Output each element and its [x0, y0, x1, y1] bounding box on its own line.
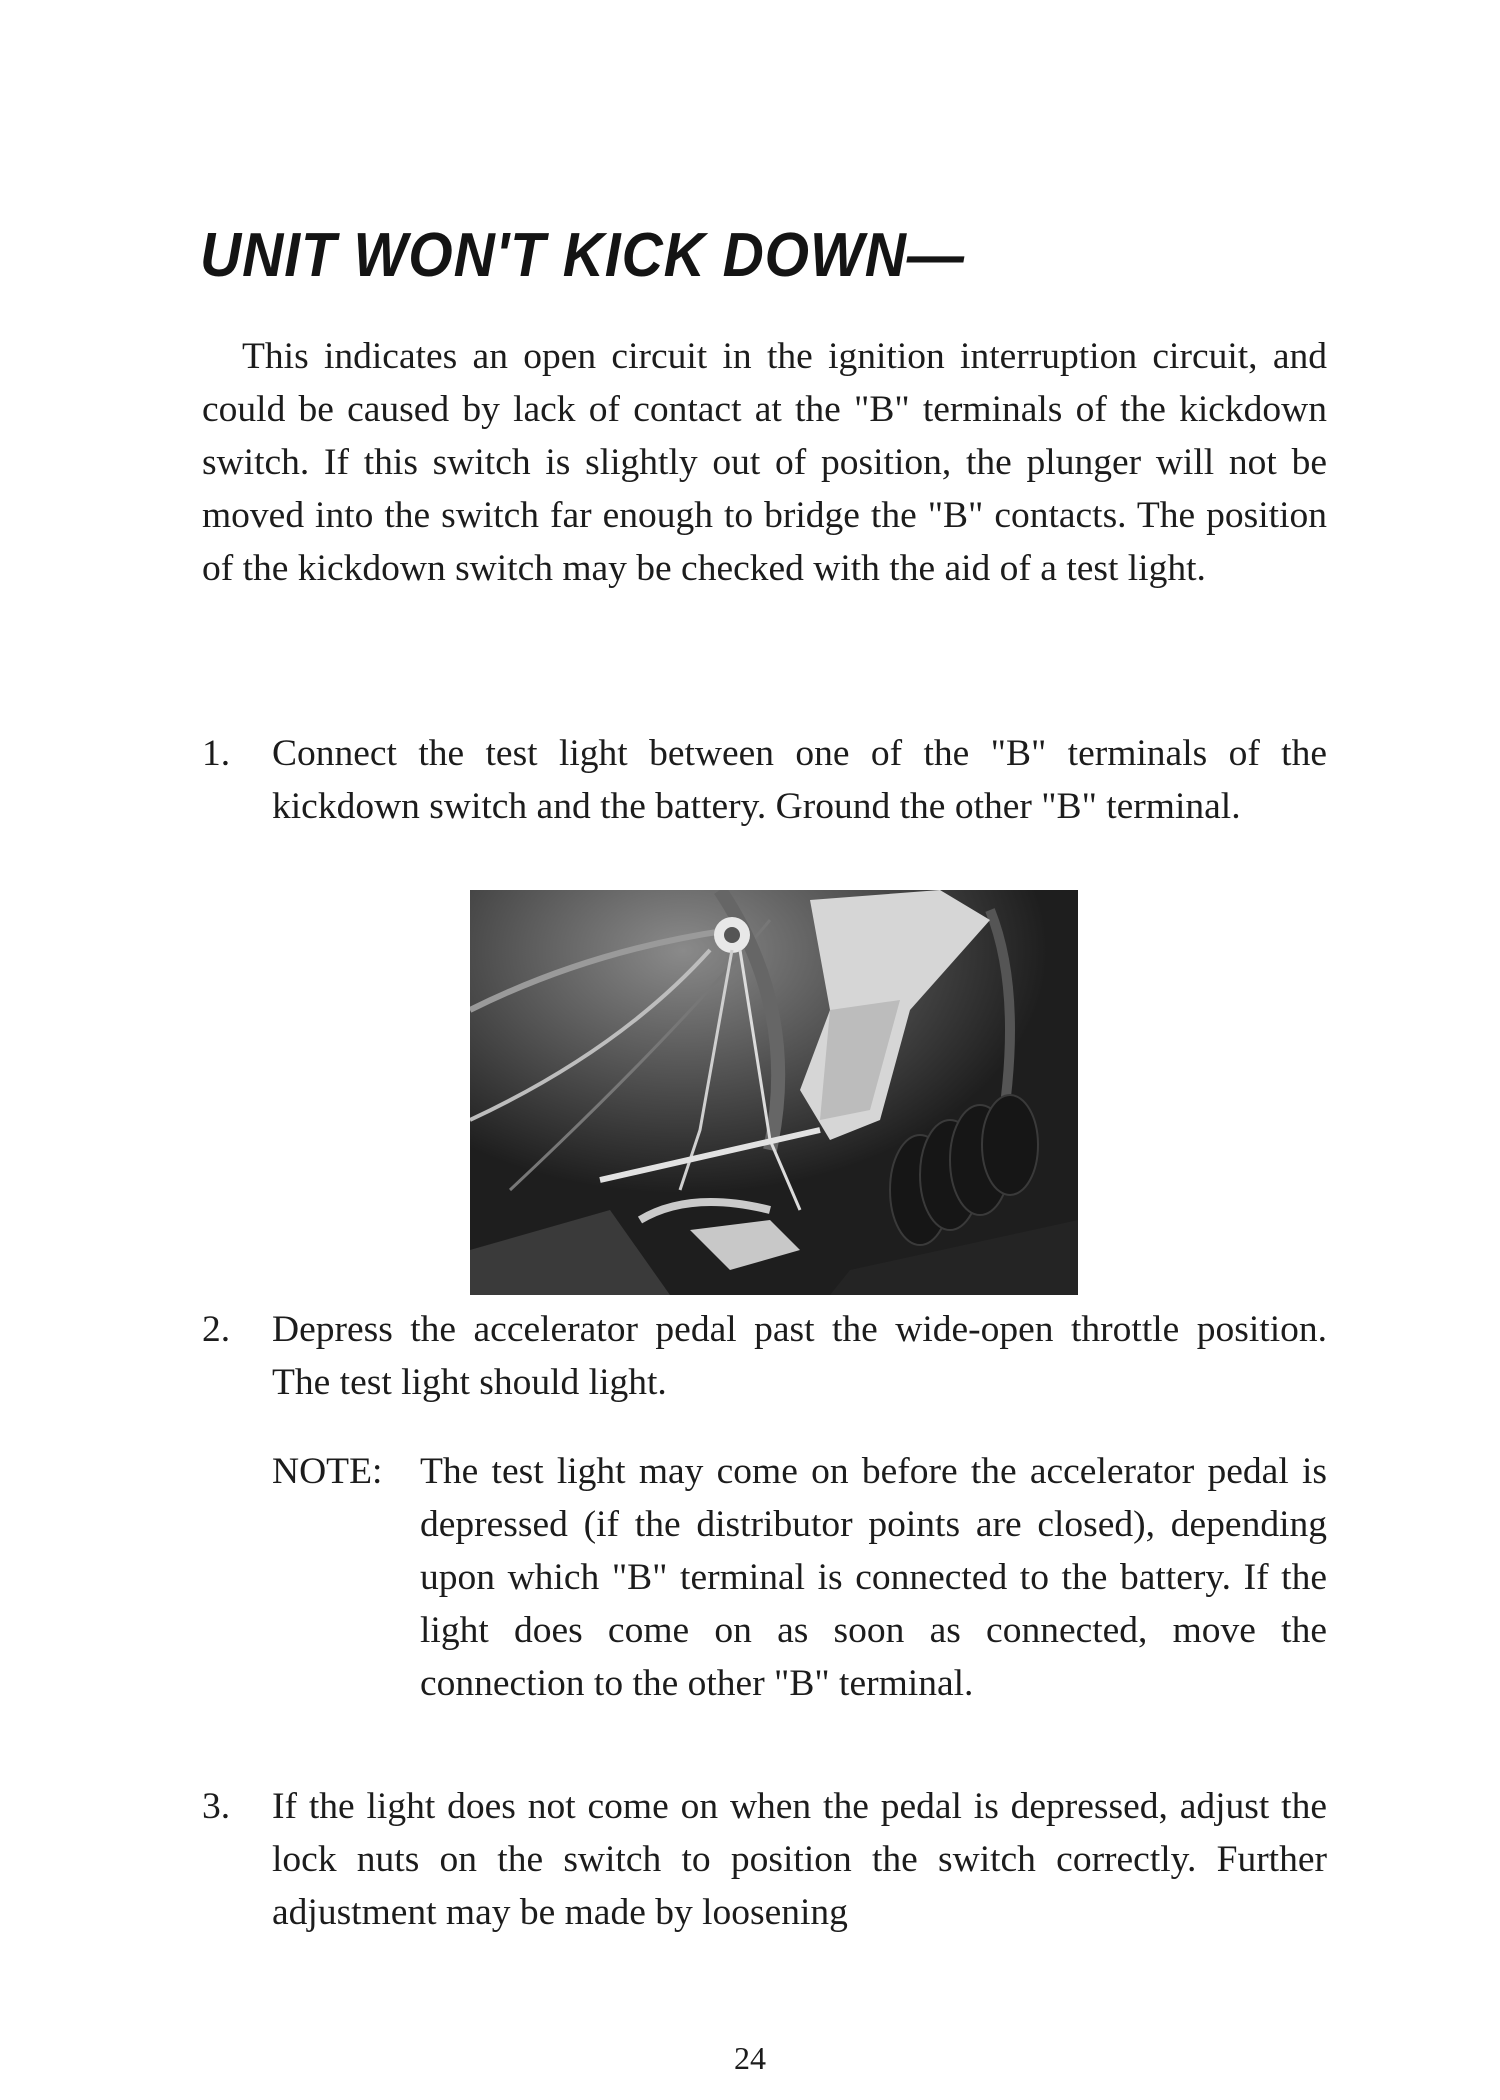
note-text: The test light may come on before the accelerator pedal is depressed (if the distributor points are closed), depending upon which "B" terminal is connected to the battery. If the light does come on as soon as connected, move the connection to the other "B" terminal. — [420, 1451, 1327, 1704]
step-1-text: Connect the test light between one of the "B" terminals of the kickdown switch and the battery. Ground the other "B" terminal. — [272, 733, 1327, 827]
step-3-text: If the light does not come on when the pedal is depressed, adjust the lock nuts on the switch to position the switch correctly. Further adjustment may be made by loosening — [272, 1786, 1327, 1933]
section-heading: UNIT WON'T KICK DOWN— — [200, 221, 965, 290]
page-number: 24 — [734, 2040, 766, 2076]
kickdown-switch-photo — [470, 890, 1078, 1295]
intro-paragraph: This indicates an open circuit in the ignition interruption circuit, and could be caused by lack of contact at the "B" terminals of the kickdown switch. If this switch is slightly out of position, the plunger will not be moved into the switch far enough to bridge the "B" contacts. The position of the kickdown switch may be checked with the aid of a test light. — [202, 336, 1327, 589]
step-2-number: 2. — [202, 1309, 231, 1350]
step-2-text: Depress the accelerator pedal past the wide-open throttle position. The test light should light. — [272, 1309, 1327, 1403]
step-3-number: 3. — [202, 1786, 231, 1827]
note-label: NOTE: — [272, 1451, 383, 1492]
step-1-number: 1. — [202, 733, 231, 774]
